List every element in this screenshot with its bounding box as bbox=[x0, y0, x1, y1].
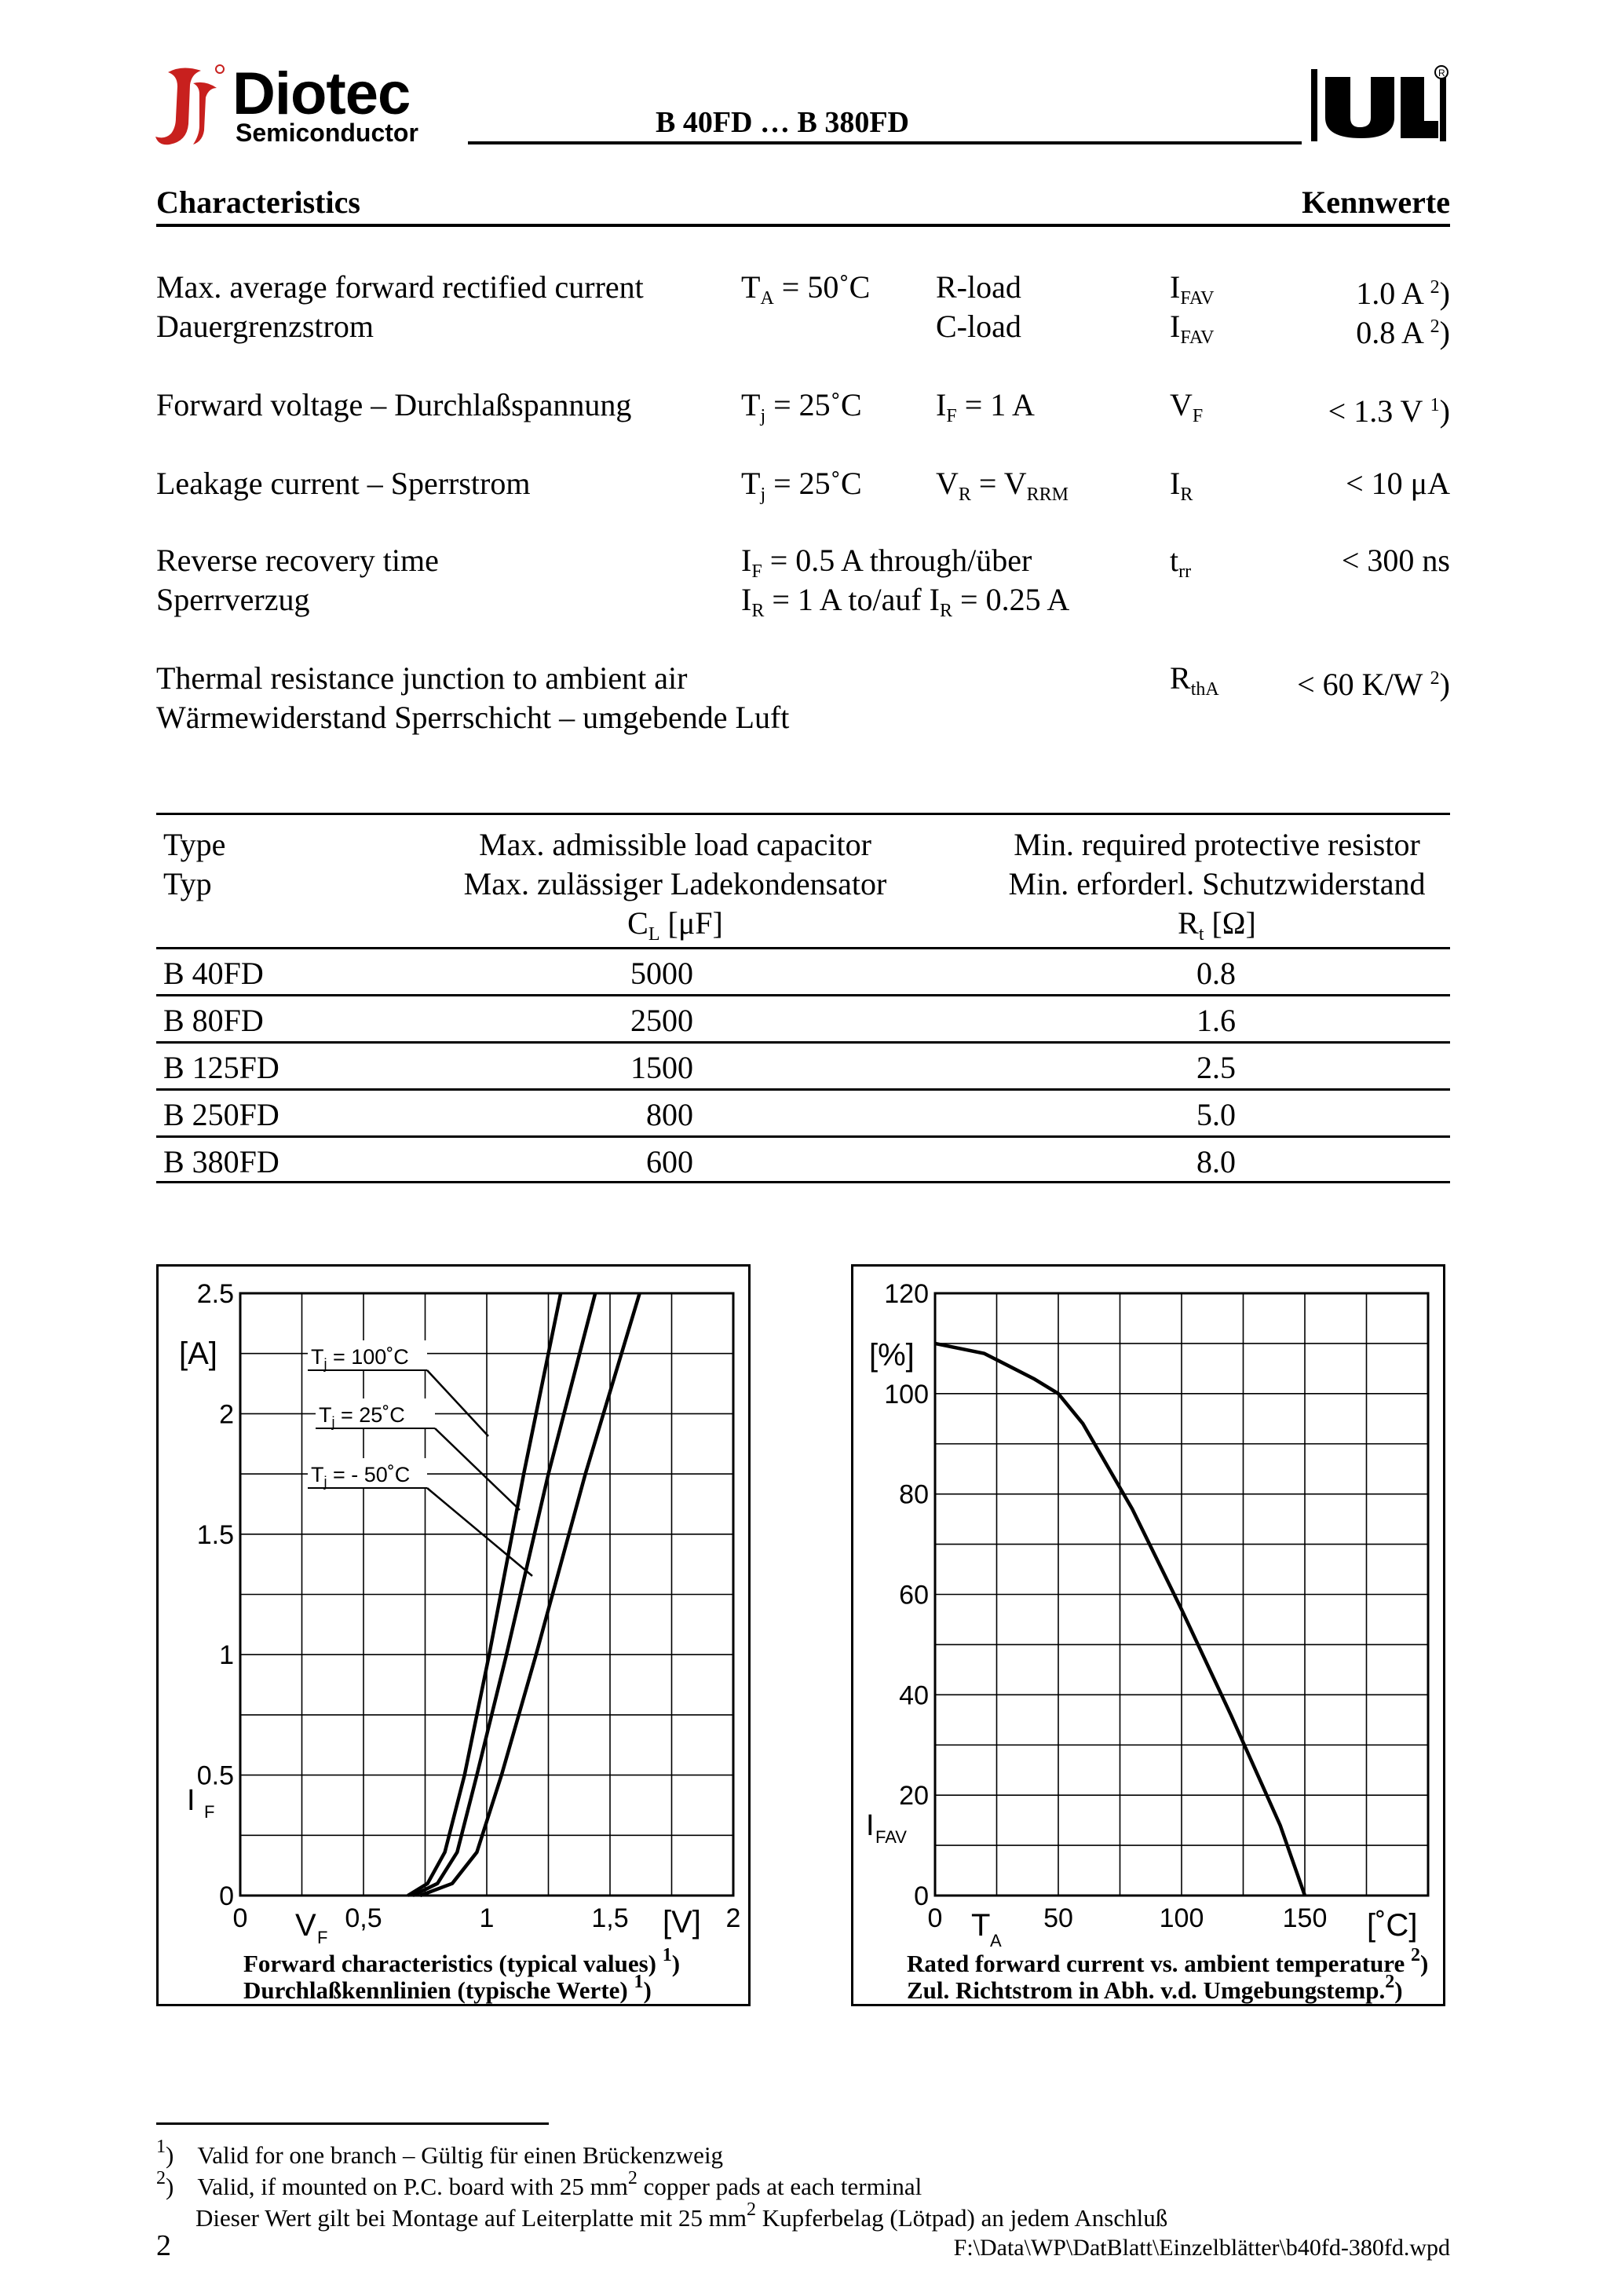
column-header: Max. zulässiger Ladekondensator bbox=[463, 866, 887, 901]
param-condition: $I_F = 1$ A bbox=[936, 387, 1035, 426]
load-type: C-load bbox=[936, 309, 1021, 344]
x-tick-label: 1,5 bbox=[591, 1903, 629, 1933]
column-unit: $R_t$ [Ω] bbox=[1178, 905, 1256, 945]
capacitor-cell: 1500 bbox=[630, 1050, 693, 1085]
param-symbol: $V_F$ bbox=[1170, 387, 1204, 426]
section-title: Characteristics bbox=[156, 185, 360, 220]
param-value: 1.0 A $^2$) bbox=[1356, 276, 1450, 311]
y-tick-label: 60 bbox=[899, 1580, 929, 1610]
table-rule bbox=[156, 1088, 1450, 1091]
table-row: B 125FD 1500 2.5 bbox=[156, 1046, 1450, 1088]
y-axis-symbol-sub: FAV bbox=[875, 1827, 907, 1847]
x-axis-unit: [V] bbox=[663, 1905, 701, 1940]
y-axis-symbol: I bbox=[187, 1784, 195, 1817]
svg-text:R: R bbox=[1438, 68, 1445, 79]
param-symbol: $I_{FAV}$ bbox=[1170, 269, 1215, 309]
y-axis-unit: [%] bbox=[869, 1338, 915, 1373]
leader-line bbox=[427, 1488, 532, 1576]
param-label: Leakage current – Sperrstrom bbox=[156, 466, 531, 501]
param-value: < 10 μA bbox=[1346, 466, 1450, 501]
type-cell: B 80FD bbox=[163, 1003, 264, 1038]
diotec-logo-icon bbox=[154, 63, 225, 148]
chart-caption: Forward characteristics (typical values) $^1$) bbox=[243, 1945, 681, 1977]
column-header: Min. required protective resistor bbox=[1014, 827, 1420, 862]
table-rule bbox=[156, 1181, 1450, 1183]
x-axis-symbol: T bbox=[971, 1908, 991, 1943]
column-header: Typ bbox=[163, 866, 212, 901]
curve-label: $T_j$ = 100˚C bbox=[311, 1345, 409, 1372]
footnote-de: Dieser Wert gilt bei Montage auf Leiterplatte mit 25 $mm^2$ Kupferbelag (Lötpad) an jedem Anschluß bbox=[195, 2199, 1168, 2232]
param-label-de: Wärmewiderstand Sperrschicht – umgebende Luft bbox=[156, 700, 790, 735]
curve-label: $T_j$ = - 50˚C bbox=[311, 1463, 411, 1490]
type-cell: B 40FD bbox=[163, 956, 264, 991]
param-symbol: $I_R$ bbox=[1170, 466, 1193, 505]
curve-label: $T_j$ = 25˚C bbox=[319, 1403, 405, 1430]
y-tick-label: 120 bbox=[884, 1279, 929, 1309]
param-condition: $T_j$ = 25˚C bbox=[741, 466, 862, 505]
capacitor-cell: 800 bbox=[646, 1097, 693, 1132]
param-label: Max. average forward rectified current bbox=[156, 269, 644, 305]
param-value: < 60 K/W $^2$) bbox=[1297, 667, 1450, 702]
x-tick-label: 2 bbox=[725, 1903, 741, 1933]
y-tick-label: 2 bbox=[219, 1399, 234, 1430]
y-tick-label: 0 bbox=[914, 1881, 929, 1911]
y-tick-label: 40 bbox=[899, 1680, 929, 1711]
chart-caption-de: Durchlaßkennlinien (typische Werte) $^1$) bbox=[243, 1972, 652, 2004]
table-row: B 380FD 600 8.0 bbox=[156, 1140, 1450, 1183]
table-rule bbox=[156, 994, 1450, 996]
param-condition: $T_j$ = 25˚C bbox=[741, 387, 862, 426]
leader-line bbox=[427, 1370, 488, 1436]
param-value: < 300 ns bbox=[1341, 543, 1450, 578]
y-axis-symbol: I bbox=[866, 1809, 875, 1842]
param-condition: $I_R = 1$ A to/auf $I_R = 0.25$ A bbox=[741, 582, 1070, 621]
x-tick-label: 100 bbox=[1159, 1903, 1204, 1933]
ul-certification-icon bbox=[1310, 63, 1451, 141]
param-label: Thermal resistance junction to ambient air bbox=[156, 660, 688, 696]
column-header: Type bbox=[163, 827, 226, 862]
type-cell: B 125FD bbox=[163, 1050, 279, 1085]
derating-chart bbox=[851, 1264, 1445, 2006]
x-tick-label: 0 bbox=[232, 1903, 248, 1933]
x-axis-symbol: V bbox=[295, 1908, 316, 1943]
capacitor-cell: 600 bbox=[646, 1144, 693, 1179]
y-tick-label: 80 bbox=[899, 1479, 929, 1510]
file-path: F:\Data\WP\DatBlatt\Einzelblätter\b40fd-380fd.wpd bbox=[953, 2235, 1450, 2261]
forward-characteristics-plot bbox=[159, 1267, 748, 2004]
param-symbol: $R_{thA}$ bbox=[1170, 660, 1219, 700]
y-tick-label: 100 bbox=[884, 1379, 929, 1409]
param-condition: $T_A$ = 50˚C bbox=[741, 269, 871, 309]
section-rule bbox=[156, 224, 1450, 227]
chart-caption: Rated forward current vs. ambient temperature $^2$) bbox=[907, 1945, 1429, 1977]
forward-characteristics-chart bbox=[156, 1264, 751, 2006]
x-tick-label: 0,5 bbox=[345, 1903, 382, 1933]
param-condition: $I_F = 0.5$ A through/über bbox=[741, 543, 1032, 582]
table-row: B 40FD 5000 0.8 bbox=[156, 952, 1450, 994]
type-cell: B 380FD bbox=[163, 1144, 279, 1179]
column-unit: $C_L$ [μF] bbox=[627, 905, 723, 945]
param-label-de: Sperrverzug bbox=[156, 582, 310, 617]
param-value: 0.8 A $^2$) bbox=[1356, 315, 1450, 350]
capacitor-cell: 2500 bbox=[630, 1003, 693, 1038]
param-condition: $V_R = V_{RRM}$ bbox=[936, 466, 1069, 505]
y-tick-label: 0 bbox=[219, 1881, 234, 1911]
param-symbol: $t_{rr}$ bbox=[1170, 543, 1192, 582]
document-title: B 40FD … B 380FD bbox=[656, 106, 909, 139]
param-label-de: Dauergrenzstrom bbox=[156, 309, 374, 344]
y-tick-label: 0.5 bbox=[196, 1760, 234, 1791]
table-rule bbox=[156, 813, 1450, 815]
y-tick-label: 1 bbox=[219, 1640, 234, 1671]
x-axis-unit: [˚C] bbox=[1367, 1908, 1418, 1943]
table-rule bbox=[156, 1041, 1450, 1044]
table-rule bbox=[156, 1135, 1450, 1138]
y-tick-label: 2.5 bbox=[196, 1279, 234, 1309]
page-number: 2 bbox=[156, 2229, 171, 2262]
table-rule bbox=[156, 947, 1450, 949]
header-rule bbox=[468, 141, 1302, 144]
param-value: < 1.3 V $^1$) bbox=[1328, 393, 1450, 429]
x-tick-label: 50 bbox=[1043, 1903, 1073, 1933]
brand-name: Diotec bbox=[232, 60, 411, 127]
footnote: $^1$) Valid for one branch – Gültig für einen Brückenzweig bbox=[156, 2137, 724, 2169]
load-type: R-load bbox=[936, 269, 1021, 305]
table-row: B 80FD 2500 1.6 bbox=[156, 999, 1450, 1041]
y-axis-symbol-sub: F bbox=[204, 1802, 215, 1822]
x-axis-symbol-sub: F bbox=[317, 1928, 328, 1947]
x-axis-symbol-sub: A bbox=[990, 1931, 1002, 1951]
column-header: Min. erforderl. Schutzwiderstand bbox=[1008, 866, 1426, 901]
table-row: B 250FD 800 5.0 bbox=[156, 1093, 1450, 1135]
derating-plot bbox=[853, 1267, 1443, 2004]
x-tick-label: 1 bbox=[479, 1903, 495, 1933]
footnote-rule bbox=[156, 2122, 549, 2125]
y-axis-unit: [A] bbox=[179, 1336, 217, 1371]
section-title-de: Kennwerte bbox=[1302, 185, 1450, 220]
capacitor-cell: 5000 bbox=[630, 956, 693, 991]
footnote: $^2$) Valid, if mounted on P.C. board with 25 $mm^2$ copper pads at each terminal bbox=[156, 2168, 922, 2200]
chart-caption-de: Zul. Richtstrom in Abh. v.d. Umgebungstemp.$^2$) bbox=[907, 1972, 1403, 2004]
column-header: Max. admissible load capacitor bbox=[479, 827, 871, 862]
x-tick-label: 150 bbox=[1282, 1903, 1328, 1933]
param-label: Forward voltage – Durchlaßspannung bbox=[156, 387, 632, 422]
y-tick-label: 1.5 bbox=[196, 1519, 234, 1550]
param-label: Reverse recovery time bbox=[156, 543, 439, 578]
leader-line bbox=[435, 1428, 520, 1510]
y-tick-label: 20 bbox=[899, 1781, 929, 1812]
type-cell: B 250FD bbox=[163, 1097, 279, 1132]
param-symbol: $I_{FAV}$ bbox=[1170, 309, 1215, 348]
brand-subtitle: Semiconductor bbox=[236, 119, 418, 147]
x-tick-label: 0 bbox=[927, 1903, 943, 1933]
